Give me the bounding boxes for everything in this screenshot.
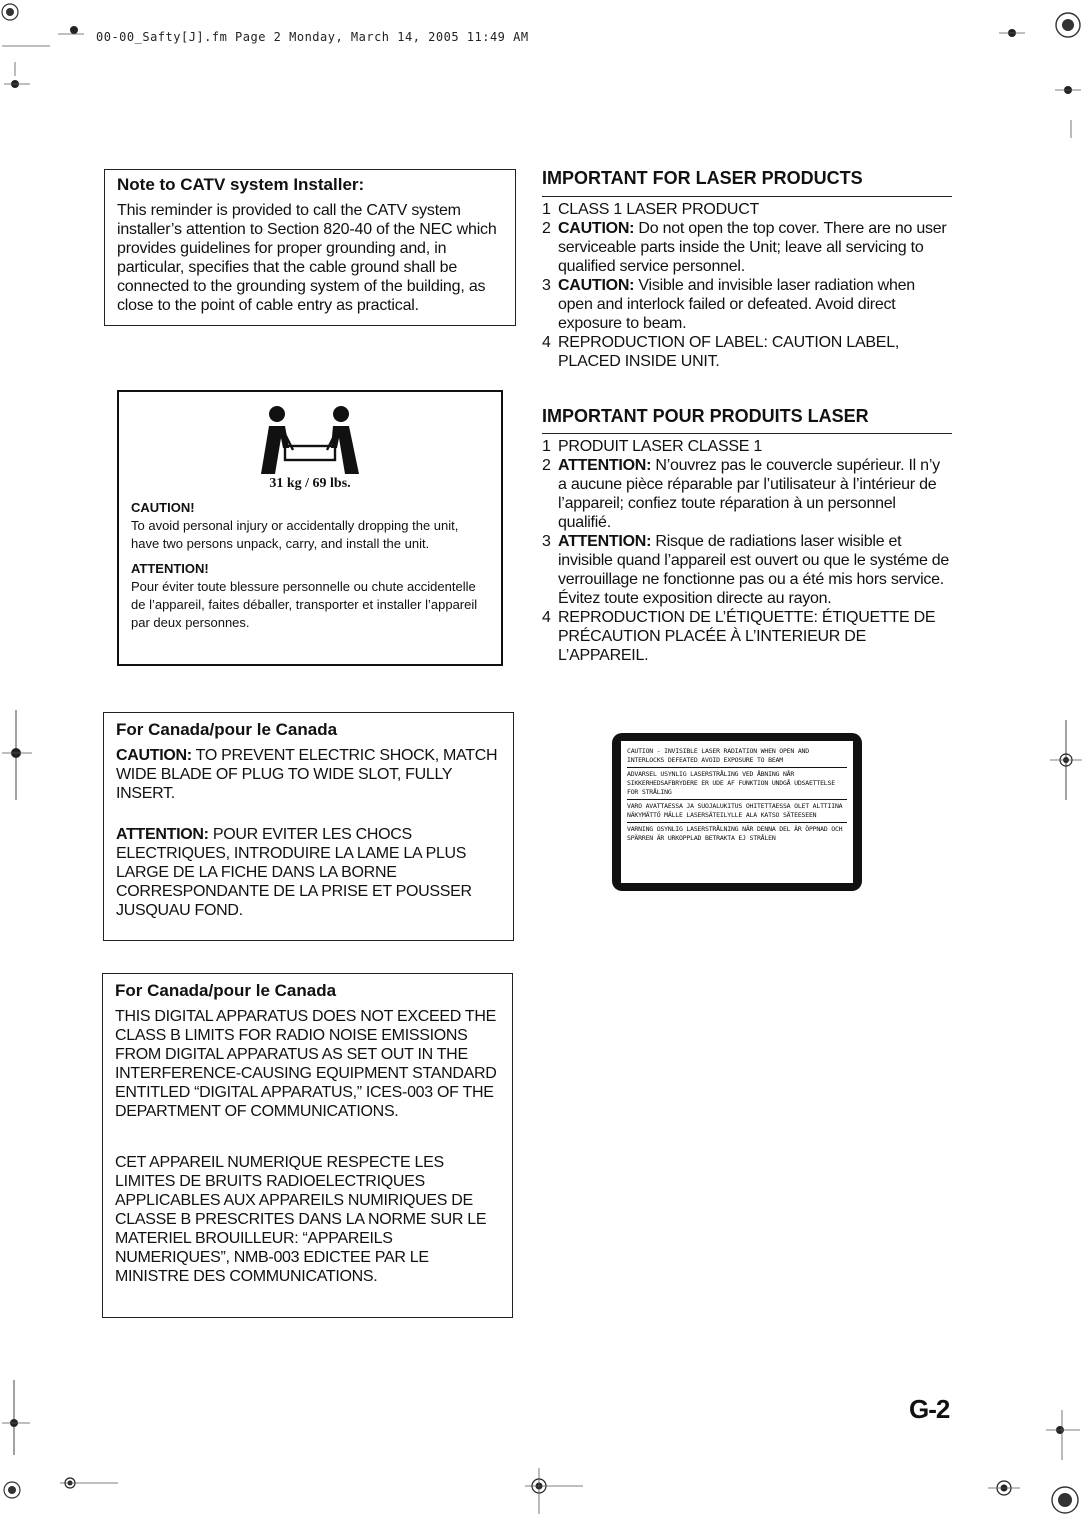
label-row-advarsel: ADVARSEL USYNLIG LASERSTRÅLING VED ÅBNING NÅR SIKKERHEDSAFBRYDERE ER UDE AF FUNKTION UNDGÅ UDSAETTELSE FOR STRÅLING <box>627 768 847 800</box>
laser-caution-label-inner <box>621 741 853 883</box>
list-item: 3 CAUTION: Visible and invisible laser radiation when open and interlock failed or defeated. Avoid direct exposure to beam. <box>542 277 915 332</box>
list-item: 2 CAUTION: Do not open the top cover. There are no user serviceable parts inside the Unit; leave all servicing to qualified service personnel. <box>542 220 947 275</box>
laser-en-rule <box>542 196 952 197</box>
list-item: 4 REPRODUCTION DE L’ÉTIQUETTE: ÉTIQUETTE DE PRÉCAUTION PLACÉE À L’INTERIEUR DE L’APPAREIL. <box>542 609 936 664</box>
laser-en-title: IMPORTANT FOR LASER PRODUCTS <box>542 168 863 188</box>
list-item: 3 ATTENTION: Risque de radiations laser wisible et invisible quand l’appareil est ouvert ou que le systéme de verrouillage ne fonctionne pas ou a été mis hors service. Évitez toute exposition directe au rayon. <box>542 533 950 607</box>
lifting-caution-box <box>117 390 503 666</box>
label-row-varo: VARO AVATTAESSA JA SUOJALUKITUS OHITETTAESSA OLET ALTTIINA NÄKYMÄTTÖ MÄLLE LASERSÄTEILYLLE ALA KATSO SÄTEESEEN <box>627 800 847 823</box>
label-row-caution: CAUTION - INVISIBLE LASER RADIATION WHEN OPEN AND INTERLOCKS DEFEATED AVOID EXPOSURE TO BEAM <box>627 745 847 768</box>
registration-mark-icon <box>515 1460 585 1520</box>
list-item: 1 CLASS 1 LASER PRODUCT <box>542 201 760 218</box>
laser-fr-list <box>542 437 952 665</box>
canada-plug-box <box>103 712 514 941</box>
caution-text: To avoid personal injury or accidentally dropping the unit, have two persons unpack, carry, and install the unit. <box>131 518 459 551</box>
registration-mark-icon <box>0 0 60 100</box>
canada-plug-attention <box>116 825 501 920</box>
canada-plug-title: For Canada/pour le Canada <box>116 720 338 739</box>
catv-note-title: Note to CATV system Installer: <box>117 175 365 194</box>
list-item: 2 ATTENTION: N’ouvrez pas le couvercle supérieur. Il n’y a aucune pièce réparable par l’utilisateur à l’intérieur de l’appareil; confiez toute réparation à un personnel qualifié. <box>542 457 940 531</box>
canada-digital-title: For Canada/pour le Canada <box>115 981 337 1000</box>
caution-body: TO PREVENT ELECTRIC SHOCK, MATCH WIDE BLADE OF PLUG TO WIDE SLOT, FULLY INSERT. <box>116 747 498 802</box>
laser-caution-label <box>612 733 862 891</box>
caution-label: CAUTION: <box>116 747 192 764</box>
attention-text: Pour éviter toute blessure personnelle ou chute accidentelle de l’appareil, faites déballer, transporter et installer l’appareil par deux personnes. <box>131 579 478 630</box>
attention-heading: ATTENTION! <box>131 561 209 576</box>
laser-en-list <box>542 200 952 371</box>
registration-mark-icon <box>980 1400 1083 1525</box>
page-number: G-2 <box>909 1394 950 1424</box>
list-item: 1 PRODUIT LASER CLASSE 1 <box>542 438 763 455</box>
label-row-varning: VARNING OSYNLIG LASERSTRÅLNING NÄR DENNA DEL ÄR ÖPPNAD OCH SPÄRREN ÄR URKOPPLAD BETRAKTA EJ STRÅLEN <box>627 825 843 842</box>
canada-digital-english: THIS DIGITAL APPARATUS DOES NOT EXCEED THE CLASS B LIMITS FOR RADIO NOISE EMISSIONS FROM DIGITAL APPARATUS AS SET OUT IN THE INTERFERENCE-CAUSING EQUIPMENT STANDARD ENTITLED “DIGITAL APPARATUS,” ICES-003 OF THE DEPARTMENT OF COMMUNICATIONS. <box>115 1008 497 1120</box>
registration-mark-icon <box>0 1375 120 1525</box>
file-header-line: 00-00_Safty[J].fm Page 2 Monday, March 14, 2005 11:49 AM <box>96 30 529 44</box>
attention-label: ATTENTION: <box>116 826 209 843</box>
registration-mark-icon <box>56 22 86 46</box>
weight-label: 31 kg / 69 lbs. <box>269 476 351 491</box>
laser-fr-rule <box>542 433 952 434</box>
registration-mark-icon <box>995 0 1083 140</box>
caution-heading: CAUTION! <box>131 500 195 515</box>
two-person-lift-icon <box>255 404 365 476</box>
laser-fr-title: IMPORTANT POUR PRODUITS LASER <box>542 406 869 426</box>
registration-mark-icon <box>0 705 40 805</box>
canada-digital-french: CET APPAREIL NUMERIQUE RESPECTE LES LIMITES DE BRUITS RADIOELECTRIQUES APPLICABLES AUX APPAREILS NUMIRIQUES DE CLASSE B PRESCRITES DANS LA NORME SUR LE MATERIEL BROUILLEUR: “APPAREILS NUMERIQUES”, NMB-003 EDICTEE PAR LE MINISTRE DES COMMUNICATIONS. <box>115 1154 487 1285</box>
registration-mark-icon <box>1040 715 1083 805</box>
catv-note-body: This reminder is provided to call the CATV system installer’s attention to Section 820-40 of the NEC which provides guidelines for proper grounding and, in particular, specifies that the cable ground shall be connected to the grounding system of the building, as close to the point of cable entry as practical. <box>117 202 497 314</box>
attention-body: POUR EVITER LES CHOCS ELECTRIQUES, INTRODUIRE LA LAME LA PLUS LARGE DE LA FICHE DANS LA BORNE CORRESPONDANTE DE LA PRISE ET POUSSER JUSQUAU FOND. <box>116 826 472 919</box>
catv-note-box <box>104 169 516 326</box>
canada-digital-box <box>102 973 513 1318</box>
list-item: 4 REPRODUCTION OF LABEL: CAUTION LABEL, PLACED INSIDE UNIT. <box>542 334 900 370</box>
canada-plug-caution <box>116 746 501 803</box>
